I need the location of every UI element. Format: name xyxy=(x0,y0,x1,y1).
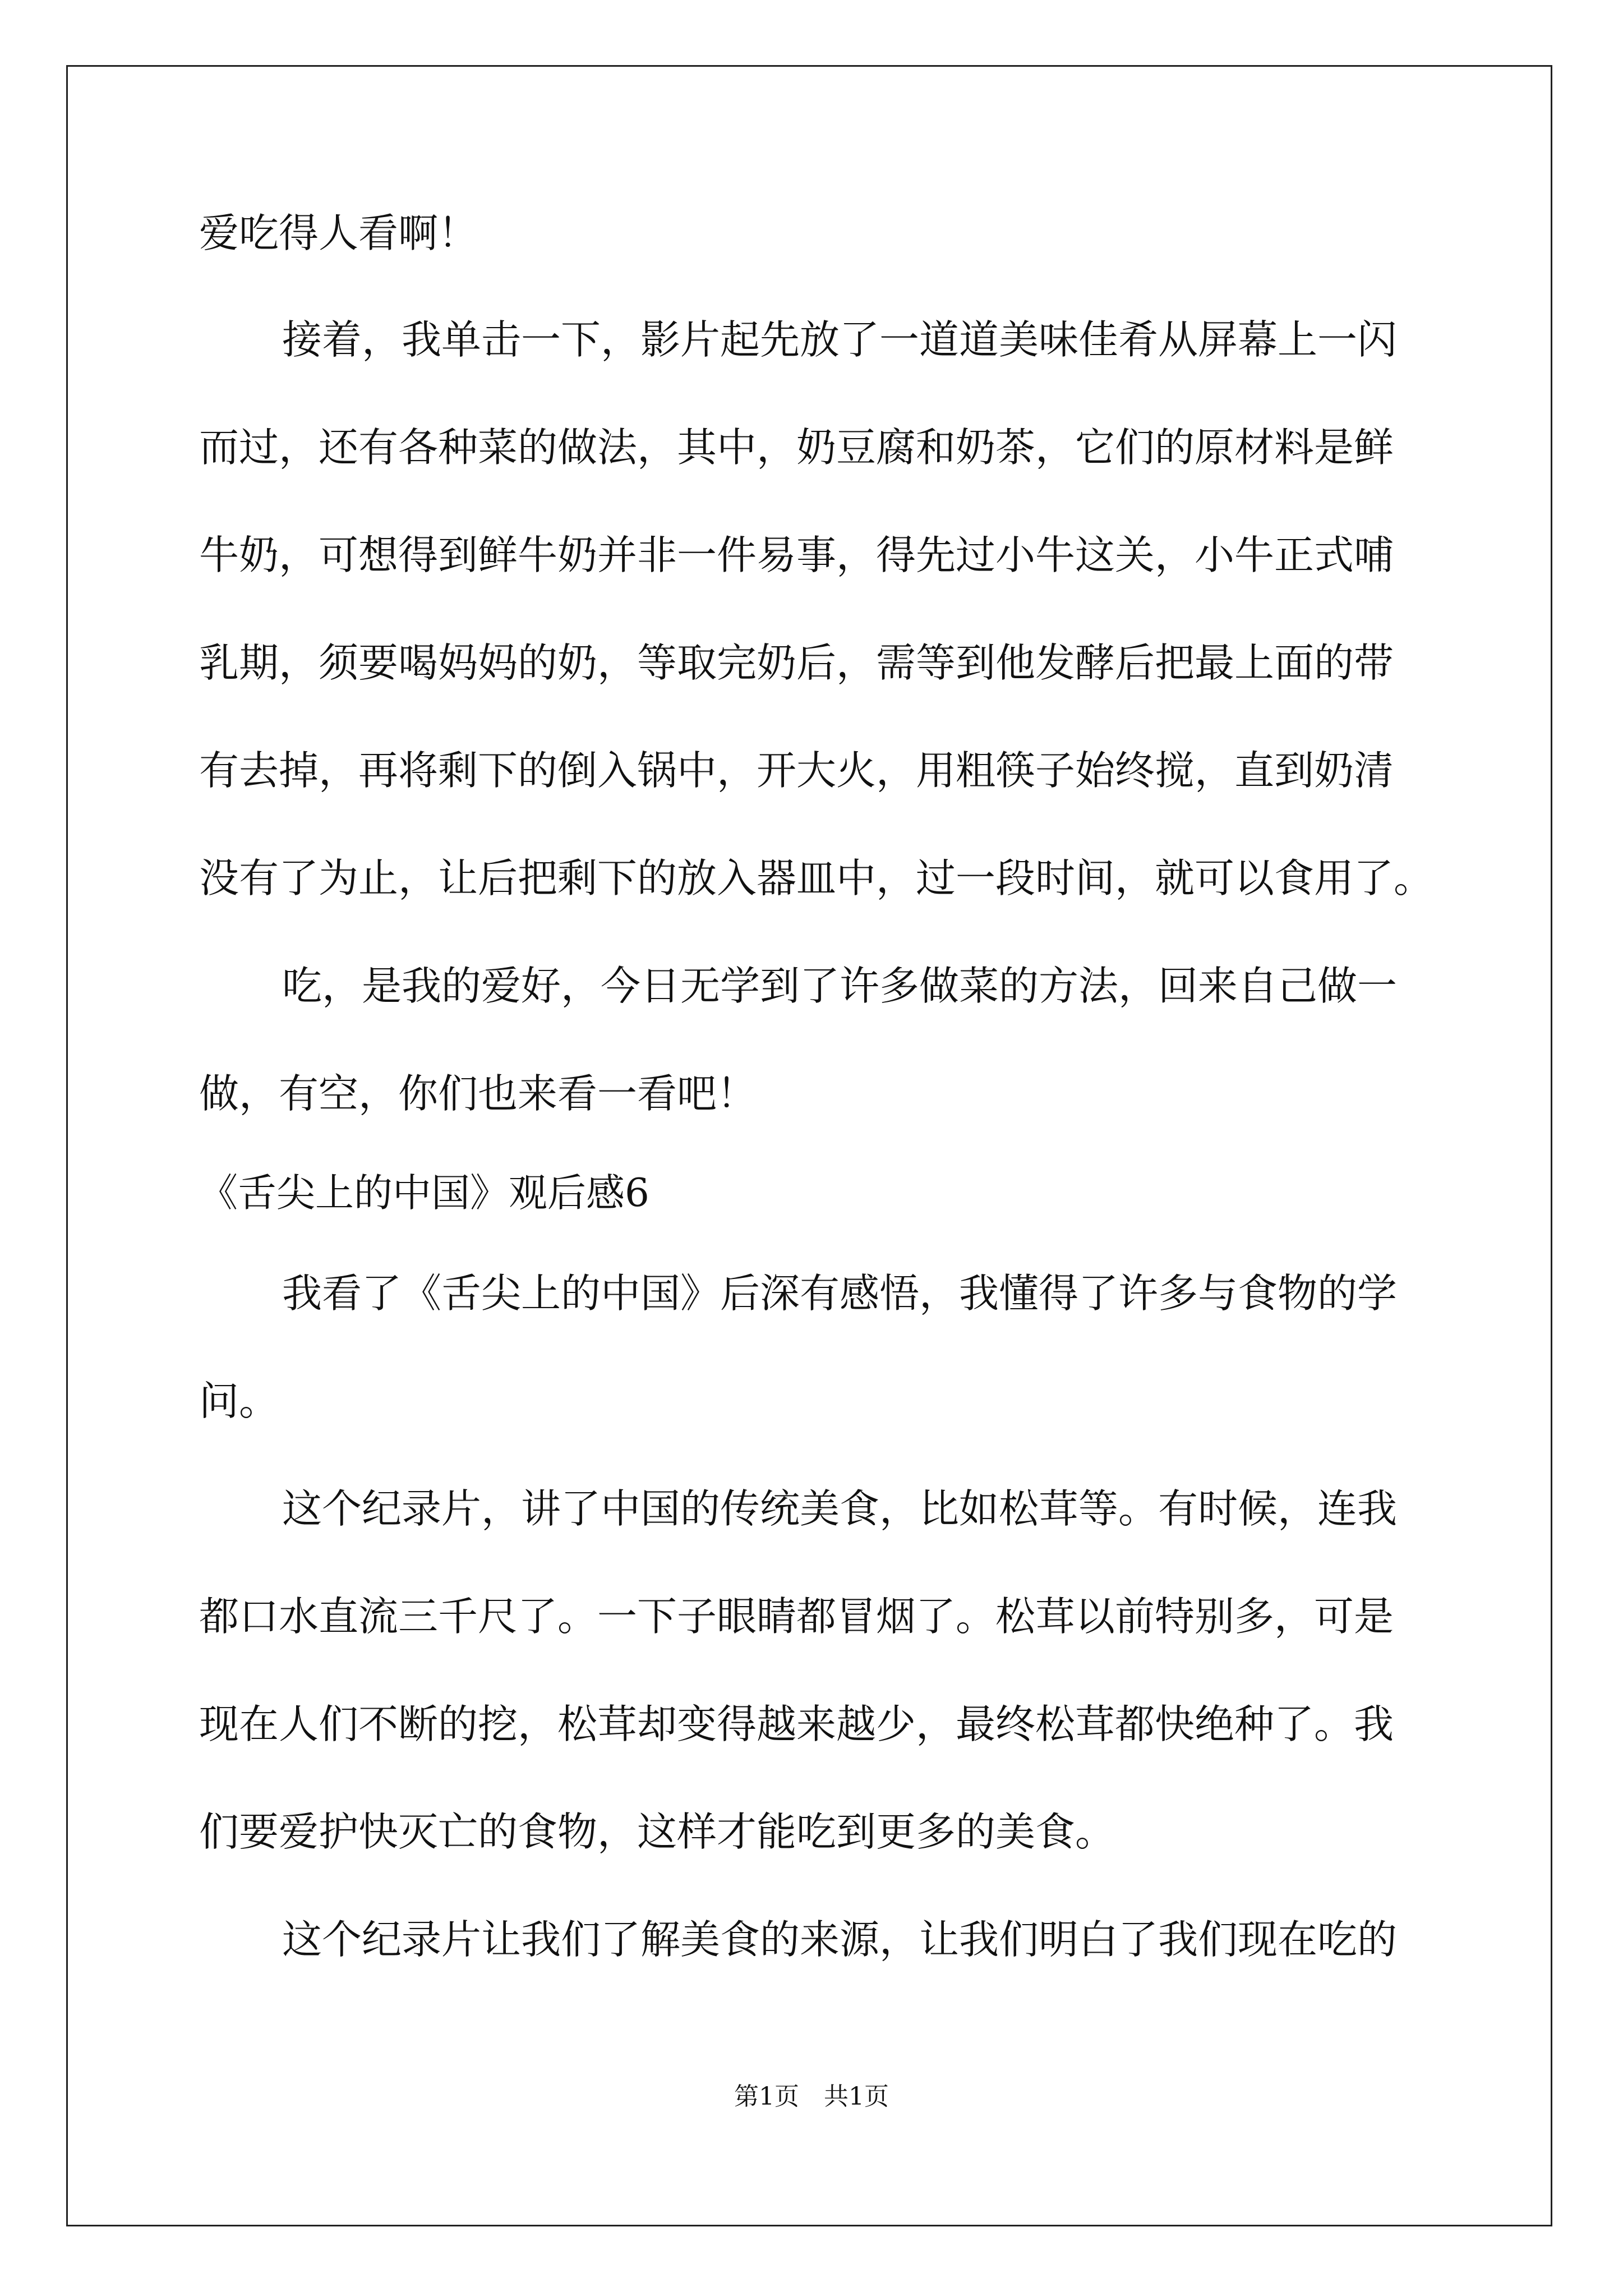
page-border xyxy=(66,65,1552,2226)
text-line: 做，有空，你们也来看一看吧！ xyxy=(199,1070,757,1117)
text-line: 而过，还有各种菜的做法，其中，奶豆腐和奶茶，它们的原材料是鲜 xyxy=(199,424,1394,471)
text-line: 没有了为止，让后把剩下的放入器皿中，过一段时间，就可以食用了。 xyxy=(199,855,1434,901)
text-line: 都口水直流三千尺了。一下子眼睛都冒烟了。松茸以前特别多，可是 xyxy=(199,1593,1394,1640)
text-line: 这个纪录片让我们了解美食的来源，让我们明白了我们现在吃的 xyxy=(282,1916,1398,1963)
text-line: 这个纪录片，讲了中国的传统美食，比如松茸等。有时候，连我 xyxy=(282,1485,1398,1532)
text-line: 我看了《舌尖上的中国》后深有感悟，我懂得了许多与食物的学 xyxy=(282,1270,1398,1317)
text-line: 问。 xyxy=(199,1378,279,1424)
text-line: 吃，是我的爱好，今日无学到了许多做菜的方法，回来自己做一 xyxy=(282,963,1398,1009)
text-line: 牛奶，可想得到鲜牛奶并非一件易事，得先过小牛这关，小牛正式哺 xyxy=(199,532,1394,578)
text-line: 有去掉，再将剩下的倒入锅中，开大火，用粗筷子始终搅，直到奶清 xyxy=(199,747,1394,794)
text-line: 们要爱护快灭亡的食物，这样才能吃到更多的美食。 xyxy=(199,1809,1115,1855)
text-line: 爱吃得人看啊！ xyxy=(199,210,478,256)
section-heading: 《舌尖上的中国》观后感6 xyxy=(199,1171,649,1216)
text-line: 乳期，须要喝妈妈的奶，等取完奶后，需等到他发酵后把最上面的带 xyxy=(199,639,1394,686)
text-line: 接着，我单击一下，影片起先放了一道道美味佳肴从屏幕上一闪 xyxy=(282,316,1398,363)
page-footer: 第1页 共1页 xyxy=(734,2082,889,2111)
text-line: 现在人们不断的挖，松茸却变得越来越少，最终松茸都快绝种了。我 xyxy=(199,1701,1394,1747)
